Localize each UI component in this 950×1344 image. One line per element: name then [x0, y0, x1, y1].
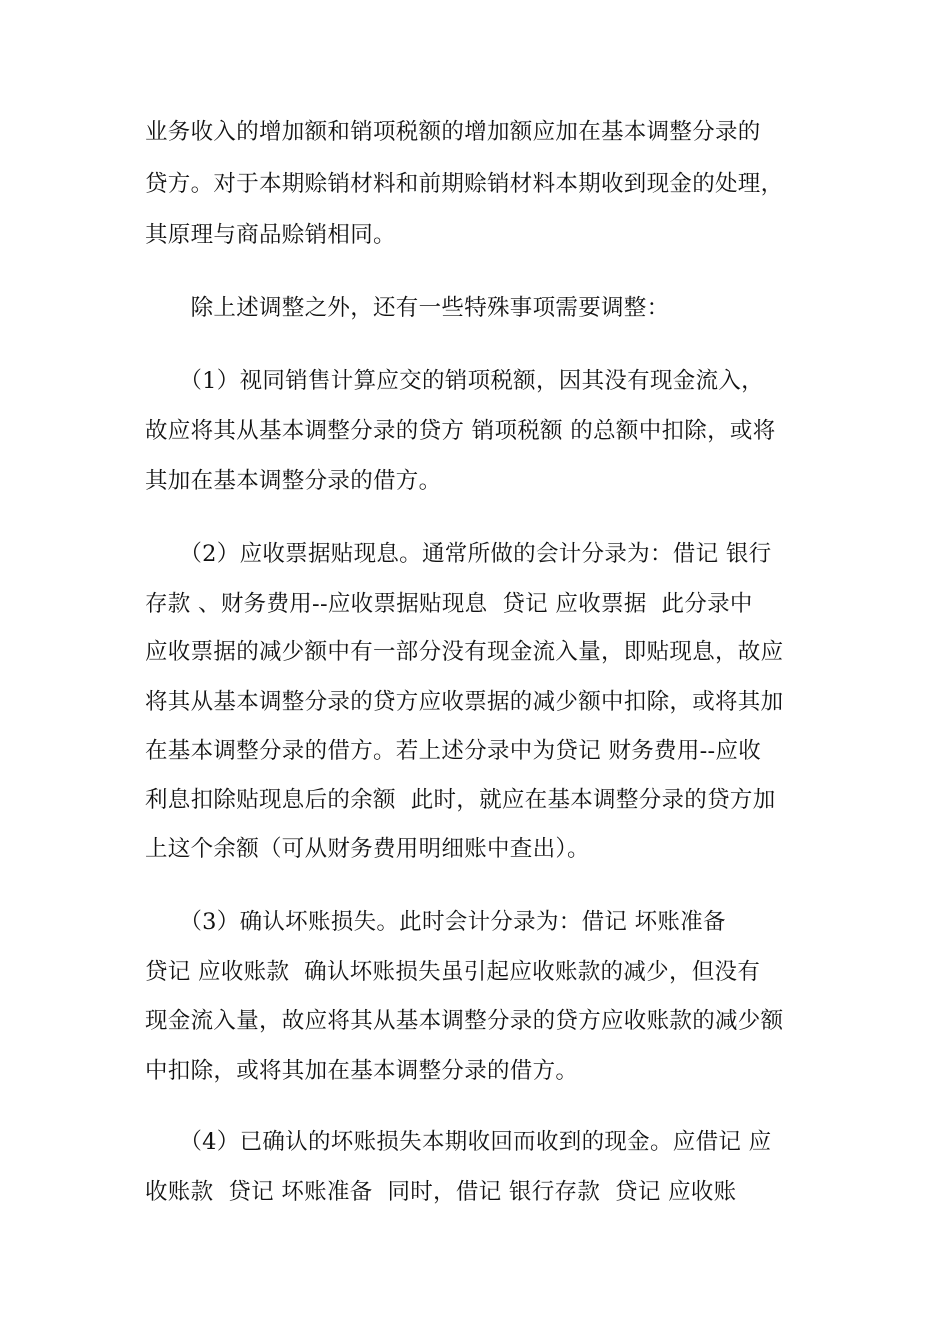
text-line: （3）确认坏账损失。此时会计分录为：借记 坏账准备: [145, 909, 726, 935]
text-line: 故应将其从基本调整分录的贷方 销项税额 的总额中扣除，或将: [145, 418, 776, 444]
text-line: 存款 、财务费用--应收票据贴现息 贷记 应收票据 此分录中: [145, 591, 753, 617]
text-line: 收账款 贷记 坏账准备 同时，借记 银行存款 贷记 应收账: [145, 1179, 737, 1205]
text-line: 中扣除，或将其加在基本调整分录的借方。: [145, 1058, 579, 1084]
text-line: 现金流入量，故应将其从基本调整分录的贷方应收账款的减少额: [145, 1008, 784, 1034]
text-line: 其加在基本调整分录的借方。: [145, 468, 442, 494]
text-line: 贷方。对于本期赊销材料和前期赊销材料本期收到现金的处理，: [145, 171, 784, 197]
text-line: 其原理与商品赊销相同。: [145, 222, 396, 248]
text-line: 业务收入的增加额和销项税额的增加额应加在基本调整分录的: [145, 119, 761, 145]
text-line: 利息扣除贴现息后的余额 此时，就应在基本调整分录的贷方加: [145, 787, 776, 813]
text-line: 贷记 应收账款 确认坏账损失虽引起应收账款的减少，但没有: [145, 959, 761, 985]
text-line: （1）视同销售计算应交的销项税额，因其没有现金流入，: [145, 368, 764, 394]
text-line: （2）应收票据贴现息。通常所做的会计分录为：借记 银行: [145, 541, 772, 567]
text-line: 将其从基本调整分录的贷方应收票据的减少额中扣除，或将其加: [145, 689, 784, 715]
text-line: 在基本调整分录的借方。若上述分录中为贷记 财务费用--应收: [145, 738, 762, 764]
text-line: 除上述调整之外，还有一些特殊事项需要调整：: [145, 295, 670, 321]
text-line: 上这个余额（可从财务费用明细账中查出）。: [145, 836, 590, 862]
text-line: （4）已确认的坏账损失本期收回而收到的现金。应借记 应: [145, 1129, 772, 1155]
text-line: 应收票据的减少额中有一部分没有现金流入量，即贴现息，故应: [145, 639, 784, 665]
